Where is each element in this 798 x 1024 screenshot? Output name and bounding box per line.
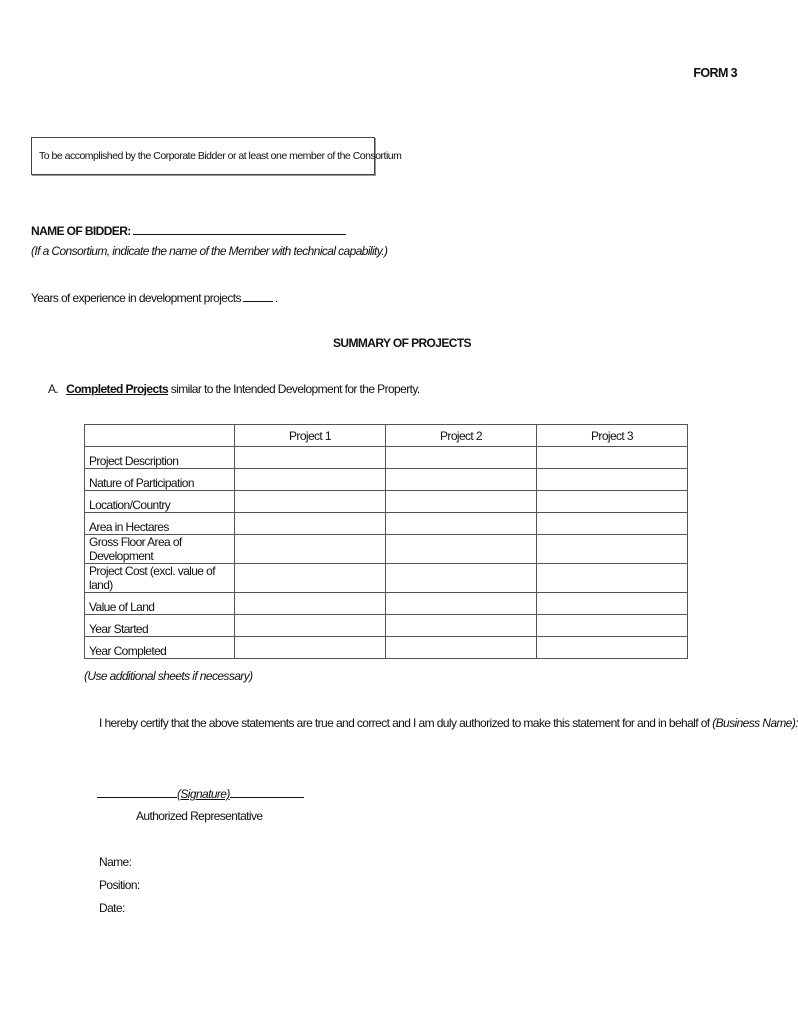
table-cell-project-1[interactable] (235, 447, 386, 469)
business-name-placeholder: (Business Name): (712, 716, 798, 730)
table-cell-project-3[interactable] (537, 535, 688, 564)
table-row-label: Year Started (85, 615, 235, 637)
table-row-label: Nature of Participation (85, 469, 235, 491)
table-cell-project-2[interactable] (386, 469, 537, 491)
section-a-heading (48, 382, 420, 396)
table-cell-project-2[interactable] (386, 637, 537, 659)
certification-text: I hereby certify that the above statements are true and correct and I am duly authorized to make this statement for and in behalf of (99, 716, 713, 730)
table-row (85, 535, 688, 564)
table-row (85, 469, 688, 491)
table-cell-project-2[interactable] (386, 491, 537, 513)
years-experience-suffix: . (274, 291, 278, 305)
summary-title: SUMMARY OF PROJECTS (333, 336, 471, 350)
table-cell-project-3[interactable] (537, 491, 688, 513)
table-row-label: Project Description (85, 447, 235, 469)
table-cell-project-3[interactable] (537, 615, 688, 637)
table-row (85, 593, 688, 615)
certification-statement (99, 716, 798, 730)
section-a-letter: A. (48, 382, 59, 396)
table-cell-project-1[interactable] (235, 564, 386, 593)
table-header-project-3: Project 3 (537, 425, 688, 447)
form-number: FORM 3 (693, 66, 737, 80)
table-cell-project-2[interactable] (386, 564, 537, 593)
table-cell-project-1[interactable] (235, 637, 386, 659)
years-experience-label: Years of experience in development projects (31, 291, 241, 305)
bidder-note: (If a Consortium, indicate the name of the Member with technical capability.) (31, 244, 388, 258)
table-header-project-1: Project 1 (235, 425, 386, 447)
table-row (85, 615, 688, 637)
bidder-name-blank[interactable] (133, 223, 346, 235)
table-header-row (85, 425, 688, 447)
table-cell-project-3[interactable] (537, 593, 688, 615)
authorized-representative-label: Authorized Representative (136, 809, 263, 823)
table-cell-project-1[interactable] (235, 535, 386, 564)
table-cell-project-3[interactable] (537, 564, 688, 593)
table-cell-project-3[interactable] (537, 637, 688, 659)
table-header-blank (85, 425, 235, 447)
signature-blank-left (97, 786, 177, 798)
table-cell-project-1[interactable] (235, 513, 386, 535)
table-row (85, 491, 688, 513)
bidder-name-label: NAME OF BIDDER: (31, 224, 131, 238)
table-cell-project-1[interactable] (235, 491, 386, 513)
table-cell-project-2[interactable] (386, 615, 537, 637)
bidder-name-line (31, 223, 346, 238)
section-a-lead: Completed Projects (66, 382, 169, 396)
position-field-label: Position: (99, 878, 140, 892)
signature-label: (Signature) (177, 787, 230, 801)
table-row (85, 564, 688, 593)
table-cell-project-2[interactable] (386, 513, 537, 535)
signature-line[interactable] (97, 786, 304, 801)
table-row (85, 637, 688, 659)
years-experience-blank[interactable] (243, 290, 273, 302)
table-header-project-2: Project 2 (386, 425, 537, 447)
section-a-rest: similar to the Intended Development for the Property. (168, 382, 420, 396)
table-cell-project-1[interactable] (235, 469, 386, 491)
projects-table (84, 424, 688, 659)
table-row (85, 447, 688, 469)
table-cell-project-1[interactable] (235, 593, 386, 615)
name-field-label: Name: (99, 855, 132, 869)
table-cell-project-3[interactable] (537, 469, 688, 491)
instruction-text: To be accomplished by the Corporate Bidder or at least one member of the Consortium (39, 150, 402, 162)
table-cell-project-2[interactable] (386, 447, 537, 469)
instruction-box (31, 137, 402, 175)
table-note: (Use additional sheets if necessary) (84, 669, 253, 683)
table-row (85, 513, 688, 535)
table-row-label: Year Completed (85, 637, 235, 659)
table-row-label: Value of Land (85, 593, 235, 615)
table-cell-project-3[interactable] (537, 513, 688, 535)
years-experience-line (31, 290, 278, 305)
date-field-label: Date: (99, 901, 125, 915)
table-row-label: Project Cost (excl. value of land) (85, 564, 235, 593)
table-cell-project-3[interactable] (537, 447, 688, 469)
table-cell-project-2[interactable] (386, 535, 537, 564)
table-row-label: Location/Country (85, 491, 235, 513)
signature-blank-right (230, 786, 304, 798)
table-cell-project-2[interactable] (386, 593, 537, 615)
table-row-label: Gross Floor Area of Development (85, 535, 235, 564)
table-row-label: Area in Hectares (85, 513, 235, 535)
table-cell-project-1[interactable] (235, 615, 386, 637)
